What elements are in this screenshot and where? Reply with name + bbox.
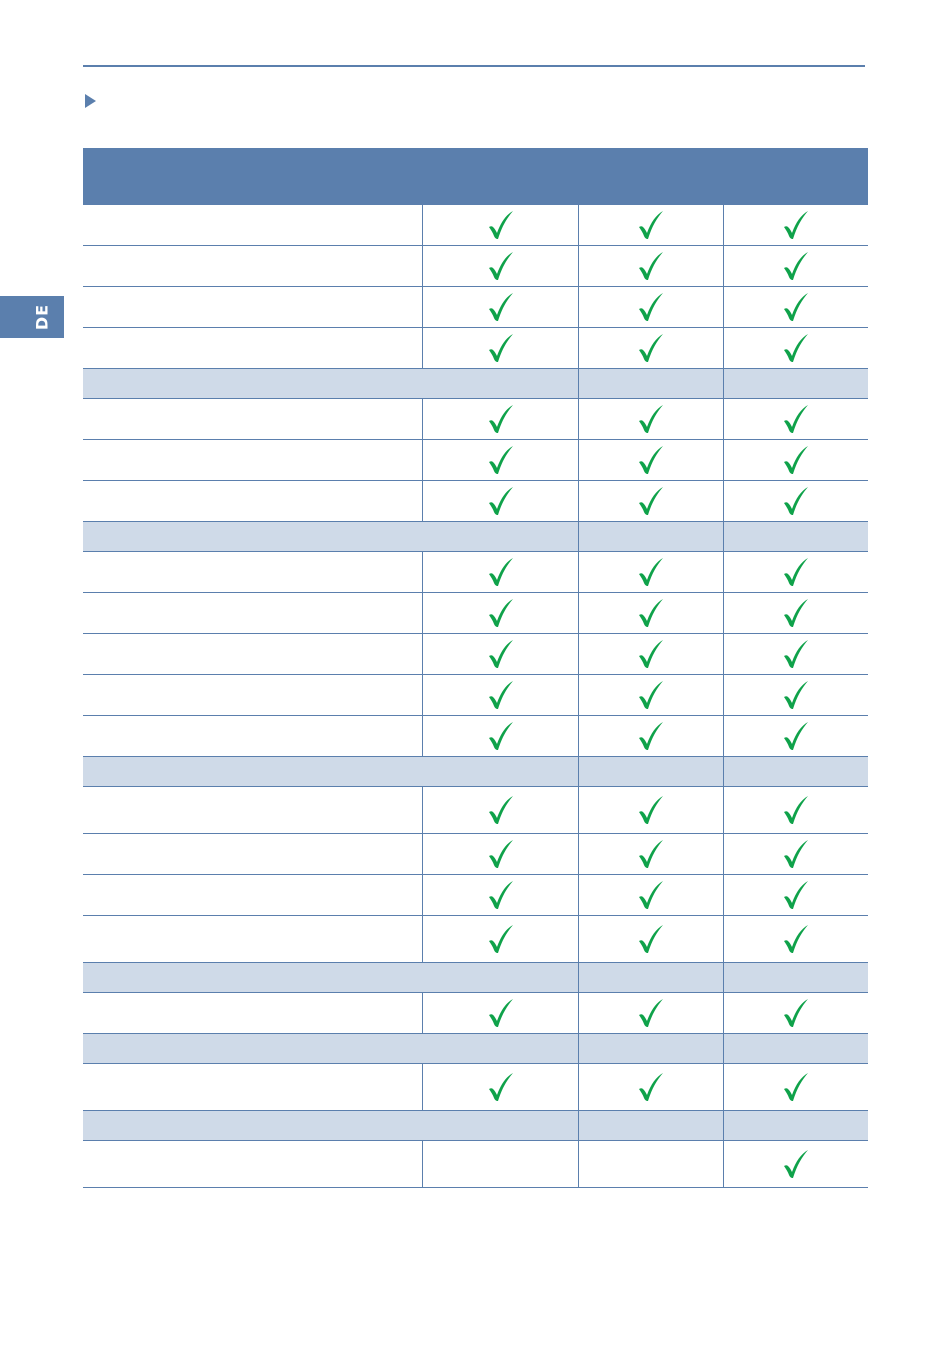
row-label-cell: [83, 875, 422, 915]
value-cell-col1: [422, 1141, 578, 1187]
value-cell-col3: [723, 787, 868, 833]
value-cell-col1: [422, 716, 578, 756]
checkmark-icon: [638, 680, 664, 710]
checkmark-icon: [783, 795, 809, 825]
checkmark-icon: [638, 839, 664, 869]
value-cell-col1: [422, 1064, 578, 1110]
value-cell-col2: [578, 246, 723, 286]
checkmark-icon: [638, 486, 664, 516]
value-cell-col2: [578, 963, 723, 992]
checkmark-icon: [638, 557, 664, 587]
checkmark-icon: [783, 839, 809, 869]
value-cell-col2: [578, 481, 723, 521]
checkmark-icon: [488, 486, 514, 516]
value-cell-col2: [578, 287, 723, 327]
value-cell-col2: [578, 593, 723, 633]
row-label-cell: [83, 993, 422, 1033]
row-label-cell: [83, 246, 422, 286]
language-tab-label: DE: [32, 303, 52, 331]
value-cell-col1: [422, 787, 578, 833]
value-cell-col1: [422, 875, 578, 915]
checkmark-icon: [638, 1072, 664, 1102]
value-cell-col3: [723, 1141, 868, 1187]
value-cell-col3: [723, 369, 868, 398]
value-cell-col2: [578, 328, 723, 368]
value-cell-col3: [723, 246, 868, 286]
checkmark-icon: [488, 639, 514, 669]
value-cell-col2: [578, 634, 723, 674]
table-row: [83, 716, 868, 757]
header-cell-col3: [723, 148, 868, 205]
value-cell-col3: [723, 440, 868, 480]
row-label-cell: [83, 834, 422, 874]
checkmark-icon: [638, 333, 664, 363]
row-label-cell: [83, 328, 422, 368]
checkmark-icon: [638, 404, 664, 434]
checkmark-icon: [488, 680, 514, 710]
checkmark-icon: [638, 445, 664, 475]
checkmark-icon: [488, 251, 514, 281]
table-row: [83, 675, 868, 716]
row-label-cell: [83, 1064, 422, 1110]
value-cell-col2: [578, 1034, 723, 1063]
value-cell-col3: [723, 593, 868, 633]
value-cell-col3: [723, 675, 868, 715]
checkmark-icon: [488, 598, 514, 628]
checkmark-icon: [783, 680, 809, 710]
value-cell-col3: [723, 834, 868, 874]
value-cell-col1: [422, 634, 578, 674]
value-cell-col2: [578, 1111, 723, 1140]
table-row: [83, 205, 868, 246]
checkmark-icon: [783, 292, 809, 322]
checkmark-icon: [488, 880, 514, 910]
section-row: [83, 757, 868, 787]
value-cell-col3: [723, 328, 868, 368]
checkmark-icon: [783, 333, 809, 363]
value-cell-col1: [422, 993, 578, 1033]
value-cell-col2: [578, 757, 723, 786]
table-row: [83, 287, 868, 328]
value-cell-col1: [422, 205, 578, 245]
checkmark-icon: [783, 251, 809, 281]
value-cell-col3: [723, 522, 868, 551]
row-label-cell: [83, 205, 422, 245]
table-row: [83, 787, 868, 834]
table-row: [83, 993, 868, 1034]
checkmark-icon: [783, 998, 809, 1028]
value-cell-col2: [578, 1141, 723, 1187]
value-cell-col2: [578, 675, 723, 715]
checkmark-icon: [488, 1072, 514, 1102]
checkmark-icon: [488, 333, 514, 363]
checkmark-icon: [488, 557, 514, 587]
table-row: [83, 1141, 868, 1188]
table-row: [83, 399, 868, 440]
table-body: [83, 205, 868, 1188]
checkmark-icon: [488, 445, 514, 475]
checkmark-icon: [488, 292, 514, 322]
header-cell-col1: [422, 148, 578, 205]
section-row: [83, 369, 868, 399]
value-cell-col3: [723, 757, 868, 786]
value-cell-col3: [723, 1034, 868, 1063]
checkmark-icon: [488, 998, 514, 1028]
table-row: [83, 875, 868, 916]
row-label-cell: [83, 522, 578, 551]
checkmark-icon: [638, 880, 664, 910]
value-cell-col3: [723, 205, 868, 245]
checkmark-icon: [638, 251, 664, 281]
section-row: [83, 1111, 868, 1141]
table-row: [83, 634, 868, 675]
table-row: [83, 328, 868, 369]
table-row: [83, 834, 868, 875]
table-row: [83, 916, 868, 963]
checkmark-icon: [783, 210, 809, 240]
checkmark-icon: [783, 1149, 809, 1179]
value-cell-col2: [578, 369, 723, 398]
row-label-cell: [83, 369, 578, 398]
value-cell-col2: [578, 399, 723, 439]
table-row: [83, 481, 868, 522]
header-cell-feature: [83, 148, 422, 205]
checkmark-icon: [638, 598, 664, 628]
checkmark-icon: [488, 721, 514, 751]
value-cell-col3: [723, 716, 868, 756]
row-label-cell: [83, 1141, 422, 1187]
checkmark-icon: [488, 924, 514, 954]
checkmark-icon: [783, 404, 809, 434]
row-label-cell: [83, 399, 422, 439]
value-cell-col3: [723, 1111, 868, 1140]
value-cell-col2: [578, 552, 723, 592]
checkmark-icon: [783, 639, 809, 669]
value-cell-col3: [723, 552, 868, 592]
value-cell-col2: [578, 1064, 723, 1110]
value-cell-col1: [422, 246, 578, 286]
checkmark-icon: [638, 998, 664, 1028]
section-row: [83, 963, 868, 993]
value-cell-col2: [578, 787, 723, 833]
value-cell-col1: [422, 399, 578, 439]
value-cell-col3: [723, 481, 868, 521]
value-cell-col1: [422, 287, 578, 327]
checkmark-icon: [783, 721, 809, 751]
value-cell-col1: [422, 593, 578, 633]
value-cell-col2: [578, 834, 723, 874]
checkmark-icon: [783, 486, 809, 516]
value-cell-col2: [578, 716, 723, 756]
value-cell-col3: [723, 1064, 868, 1110]
table-row: [83, 440, 868, 481]
checkmark-icon: [638, 639, 664, 669]
checkmark-icon: [783, 1072, 809, 1102]
row-label-cell: [83, 593, 422, 633]
section-row: [83, 522, 868, 552]
checkmark-icon: [783, 924, 809, 954]
row-label-cell: [83, 787, 422, 833]
header-cell-col2: [578, 148, 723, 205]
checkmark-icon: [638, 795, 664, 825]
value-cell-col3: [723, 916, 868, 962]
table-row: [83, 593, 868, 634]
checkmark-icon: [783, 445, 809, 475]
checkmark-icon: [488, 404, 514, 434]
value-cell-col1: [422, 440, 578, 480]
language-tab: [0, 296, 64, 338]
row-label-cell: [83, 287, 422, 327]
checkmark-icon: [783, 880, 809, 910]
row-label-cell: [83, 440, 422, 480]
row-label-cell: [83, 916, 422, 962]
value-cell-col1: [422, 481, 578, 521]
checkmark-icon: [638, 292, 664, 322]
checkmark-icon: [638, 210, 664, 240]
value-cell-col1: [422, 675, 578, 715]
table-row: [83, 1064, 868, 1111]
value-cell-col2: [578, 440, 723, 480]
checkmark-icon: [638, 721, 664, 751]
comparison-table: [83, 148, 868, 1188]
checkmark-icon: [783, 598, 809, 628]
row-label-cell: [83, 757, 578, 786]
table-row: [83, 552, 868, 593]
checkmark-icon: [488, 210, 514, 240]
row-label-cell: [83, 1111, 578, 1140]
value-cell-col2: [578, 205, 723, 245]
top-rule: [83, 65, 865, 67]
triangle-bullet-icon: [85, 94, 96, 108]
row-label-cell: [83, 1034, 578, 1063]
value-cell-col3: [723, 287, 868, 327]
value-cell-col3: [723, 993, 868, 1033]
value-cell-col3: [723, 399, 868, 439]
value-cell-col2: [578, 522, 723, 551]
checkmark-icon: [783, 557, 809, 587]
row-label-cell: [83, 963, 578, 992]
value-cell-col3: [723, 634, 868, 674]
value-cell-col1: [422, 328, 578, 368]
value-cell-col2: [578, 993, 723, 1033]
value-cell-col1: [422, 552, 578, 592]
checkmark-icon: [638, 924, 664, 954]
row-label-cell: [83, 634, 422, 674]
row-label-cell: [83, 481, 422, 521]
table-header: [83, 148, 868, 205]
checkmark-icon: [488, 795, 514, 825]
value-cell-col2: [578, 875, 723, 915]
section-row: [83, 1034, 868, 1064]
row-label-cell: [83, 675, 422, 715]
table-row: [83, 246, 868, 287]
checkmark-icon: [488, 839, 514, 869]
row-label-cell: [83, 716, 422, 756]
value-cell-col1: [422, 916, 578, 962]
value-cell-col3: [723, 875, 868, 915]
row-label-cell: [83, 552, 422, 592]
value-cell-col1: [422, 834, 578, 874]
value-cell-col3: [723, 963, 868, 992]
value-cell-col2: [578, 916, 723, 962]
